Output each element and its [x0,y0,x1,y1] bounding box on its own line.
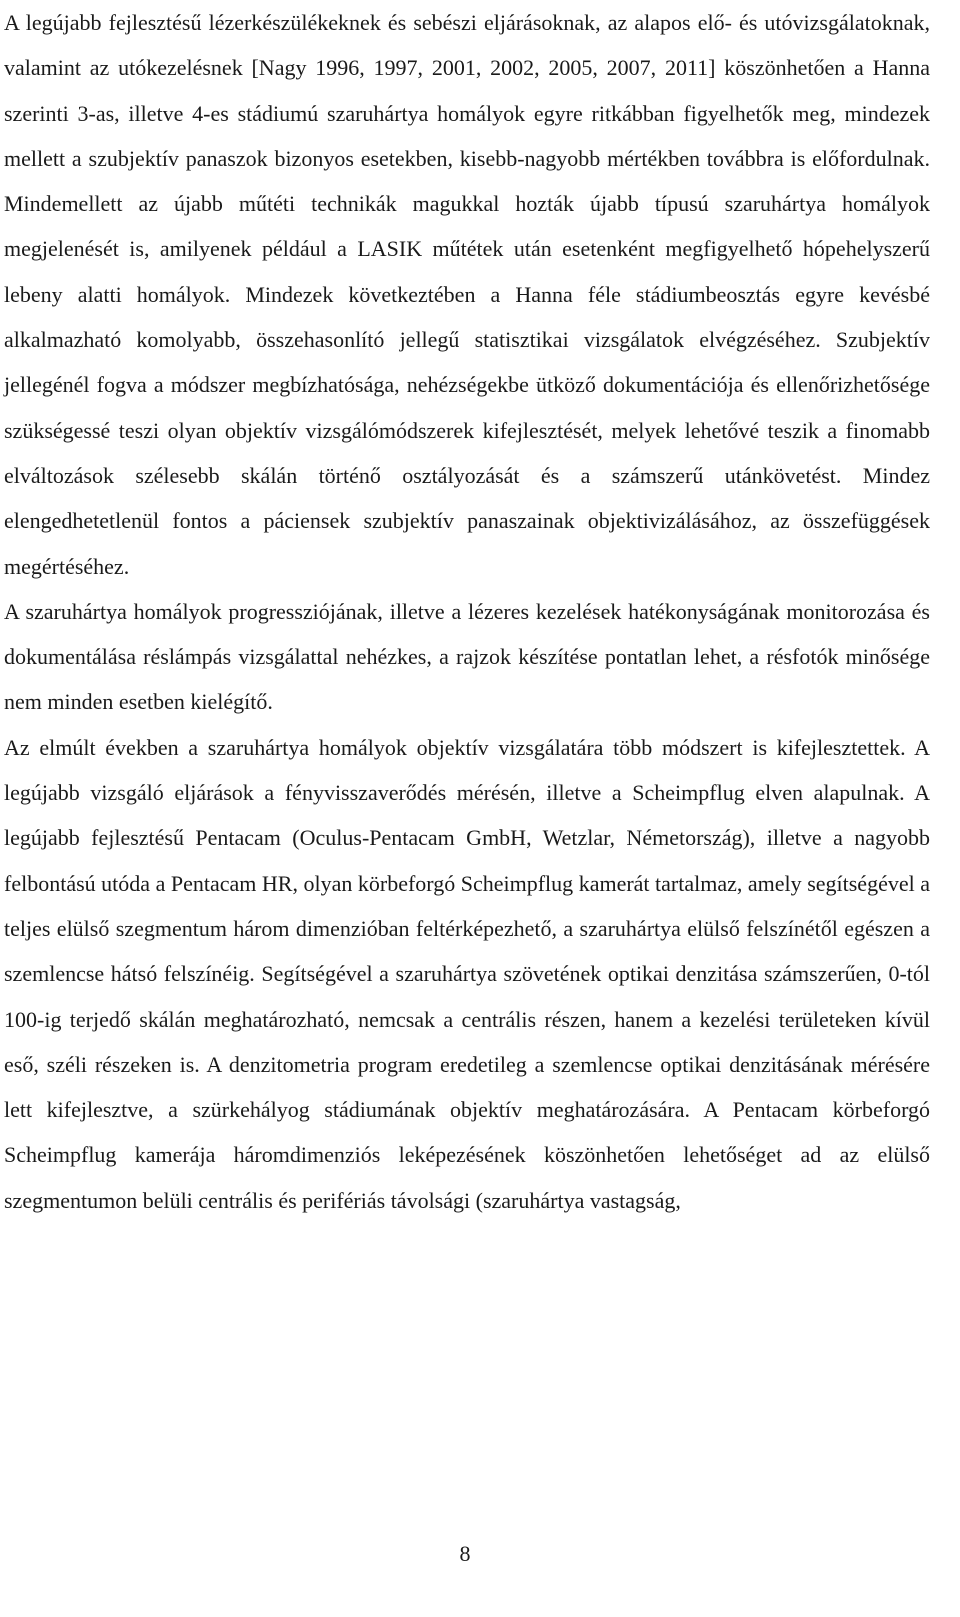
paragraph-2: A szaruhártya homályok progressziójának, illetve a lézeres kezelések hatékonyságának monitorozása és dokumentálása réslámpás vizsgálattal nehézkes, a rajzok készítése pontatlan lehet, a résfotók minősége nem minden esetben kielégítő. [4,598,930,715]
page-number: 8 [459,1541,471,1566]
paragraph-3: Az elmúlt években a szaruhártya homályok objektív vizsgálatára több módszert is kifejlesztettek. A legújabb vizsgáló eljárások a fényvisszaverődés mérésén, illetve a Scheimpflug elven alapulnak. A legújabb fejlesztésű Pentacam (Oculus-Pentacam GmbH, Wetzlar, Németország), illetve a nagyobb felbontású utóda a Pentacam HR, olyan körbeforgó Scheimpflug kamerát tartalmaz, amely segítségével a teljes elülső szegmentum három dimenzióban feltérképezhető, a szaruhártya elülső felszínétől egészen a szemlencse hátsó felszínéig. Segítségével a szaruhártya szövetének optikai denzitása számszerűen, 0-tól 100-ig terjedő skálán meghatározható, nemcsak a centrális részen, hanem a kezelési területeken kívül eső, széli részeken is. A denzitometria program eredetileg a szemlencse optikai denzitásának mérésére lett kifejlesztve, a szürkehályog stádiumának objektív meghatározására. A Pentacam körbeforgó Scheimpflug kamerája háromdimenziós leképezésének köszönhetően lehetőséget ad az elülső szegmentumon belüli centrális és perifériás távolsági (szaruhártya vastagság, [4,734,930,1213]
document-body [4,0,930,1223]
paragraph-1: A legújabb fejlesztésű lézerkészülékeknek és sebészi eljárásoknak, az alapos elő- és utóvizsgálatoknak, valamint az utókezelésnek [Nagy 1996, 1997, 2001, 2002, 2005, 2007, 2011] köszönhetően a Hanna szerinti 3-as, illetve 4-es stádiumú szaruhártya homályok egyre ritkábban figyelhetők meg, mindezek mellett a szubjektív panaszok bizonyos esetekben, kisebb-nagyobb mértékben továbbra is előfordulnak. Mindemellett az újabb műtéti technikák magukkal hozták újabb típusú szaruhártya homályok megjelenését is, amilyenek például a LASIK műtétek után esetenként megfigyelhető hópehelyszerű lebeny alatti homályok. Mindezek következtében a Hanna féle stádiumbeosztás egyre kevésbé alkalmazható komolyabb, összehasonlító jellegű statisztikai vizsgálatok elvégzéséhez. Szubjektív jellegénél fogva a módszer megbízhatósága, nehézségekbe ütköző dokumentációja és ellenőrizhetősége szükségessé teszi olyan objektív vizsgálómódszerek kifejlesztését, melyek lehetővé teszik a finomabb elváltozások szélesebb skálán történő osztályozását és a számszerű utánkövetést. Mindez elengedhetetlenül fontos a páciensek szubjektív panaszainak objektivizálásához, az összefüggések megértéséhez. [4,10,930,579]
